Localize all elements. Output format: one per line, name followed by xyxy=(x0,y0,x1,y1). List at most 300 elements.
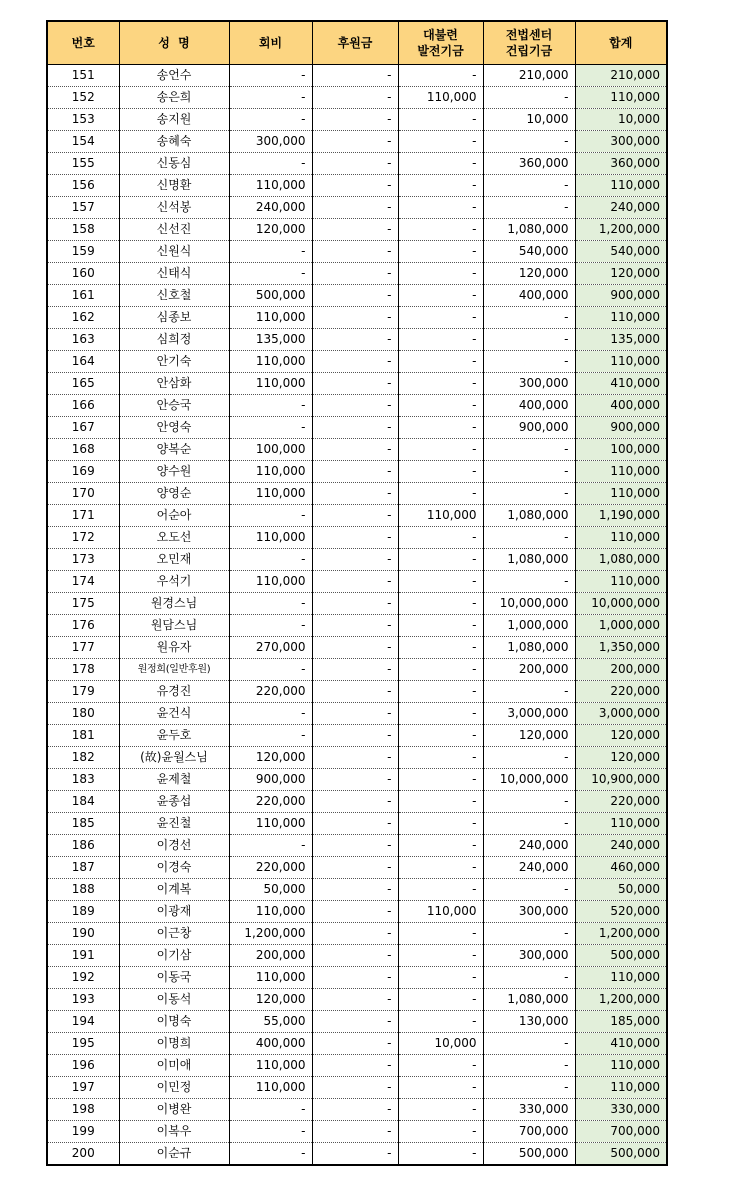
row-name: 신명환 xyxy=(119,175,229,197)
row-name: 송언수 xyxy=(119,65,229,87)
row-dues: - xyxy=(229,87,312,109)
row-fund2: - xyxy=(483,175,575,197)
row-fund1: - xyxy=(398,703,483,725)
row-total: 120,000 xyxy=(575,747,667,769)
row-fund2: - xyxy=(483,967,575,989)
row-fund2: - xyxy=(483,87,575,109)
row-fund2: - xyxy=(483,571,575,593)
row-fund1: - xyxy=(398,681,483,703)
row-dues: - xyxy=(229,659,312,681)
row-fund1: - xyxy=(398,373,483,395)
row-name: 송은희 xyxy=(119,87,229,109)
row-total: 240,000 xyxy=(575,835,667,857)
row-fund2: 300,000 xyxy=(483,901,575,923)
row-number: 176 xyxy=(47,615,119,637)
row-dues: 110,000 xyxy=(229,967,312,989)
row-total: 900,000 xyxy=(575,285,667,307)
table-row xyxy=(47,791,667,813)
row-number: 153 xyxy=(47,109,119,131)
row-name: 유경진 xyxy=(119,681,229,703)
row-fund1: - xyxy=(398,989,483,1011)
row-support: - xyxy=(312,285,398,307)
row-name: 이명숙 xyxy=(119,1011,229,1033)
table-row xyxy=(47,461,667,483)
row-number: 167 xyxy=(47,417,119,439)
row-support: - xyxy=(312,1099,398,1121)
row-fund2: 300,000 xyxy=(483,373,575,395)
row-total: 220,000 xyxy=(575,791,667,813)
row-dues: 110,000 xyxy=(229,483,312,505)
row-fund2: 3,000,000 xyxy=(483,703,575,725)
row-total: 1,080,000 xyxy=(575,549,667,571)
row-fund1: - xyxy=(398,241,483,263)
row-fund2: 1,080,000 xyxy=(483,989,575,1011)
row-name: 이미애 xyxy=(119,1055,229,1077)
table-row xyxy=(47,87,667,109)
row-number: 164 xyxy=(47,351,119,373)
row-dues: 270,000 xyxy=(229,637,312,659)
row-fund2: - xyxy=(483,791,575,813)
row-name: 윤진철 xyxy=(119,813,229,835)
row-name: 심희정 xyxy=(119,329,229,351)
row-total: 3,000,000 xyxy=(575,703,667,725)
table-row xyxy=(47,65,667,87)
row-total: 10,000,000 xyxy=(575,593,667,615)
row-support: - xyxy=(312,219,398,241)
row-dues: 55,000 xyxy=(229,1011,312,1033)
row-name: 신석봉 xyxy=(119,197,229,219)
row-support: - xyxy=(312,967,398,989)
row-support: - xyxy=(312,87,398,109)
row-fund1: - xyxy=(398,351,483,373)
row-dues: - xyxy=(229,263,312,285)
row-dues: - xyxy=(229,1099,312,1121)
row-fund2: - xyxy=(483,131,575,153)
row-name: 이민정 xyxy=(119,1077,229,1099)
row-fund2: 1,000,000 xyxy=(483,615,575,637)
row-fund1: - xyxy=(398,527,483,549)
row-fund2: 540,000 xyxy=(483,241,575,263)
row-support: - xyxy=(312,747,398,769)
row-total: 10,000 xyxy=(575,109,667,131)
table-row xyxy=(47,329,667,351)
table-row xyxy=(47,989,667,1011)
row-support: - xyxy=(312,131,398,153)
row-number: 165 xyxy=(47,373,119,395)
row-fund1: - xyxy=(398,835,483,857)
row-total: 110,000 xyxy=(575,813,667,835)
row-total: 540,000 xyxy=(575,241,667,263)
row-name: 이계복 xyxy=(119,879,229,901)
row-support: - xyxy=(312,1055,398,1077)
row-total: 120,000 xyxy=(575,725,667,747)
row-number: 166 xyxy=(47,395,119,417)
table-row xyxy=(47,285,667,307)
row-fund2: - xyxy=(483,681,575,703)
row-support: - xyxy=(312,923,398,945)
table-row xyxy=(47,1055,667,1077)
row-total: 500,000 xyxy=(575,1143,667,1166)
row-name: 양복순 xyxy=(119,439,229,461)
row-name: 양영순 xyxy=(119,483,229,505)
row-fund1: - xyxy=(398,1011,483,1033)
row-number: 187 xyxy=(47,857,119,879)
row-support: - xyxy=(312,637,398,659)
row-total: 410,000 xyxy=(575,373,667,395)
row-support: - xyxy=(312,1077,398,1099)
table-row xyxy=(47,1011,667,1033)
table-row xyxy=(47,769,667,791)
row-total: 460,000 xyxy=(575,857,667,879)
row-number: 160 xyxy=(47,263,119,285)
row-support: - xyxy=(312,835,398,857)
row-number: 188 xyxy=(47,879,119,901)
header-fund2-line1: 전법센터 xyxy=(505,28,553,42)
row-total: 10,900,000 xyxy=(575,769,667,791)
row-support: - xyxy=(312,989,398,1011)
row-fund2: 300,000 xyxy=(483,945,575,967)
row-total: 110,000 xyxy=(575,461,667,483)
row-number: 151 xyxy=(47,65,119,87)
row-fund1: 10,000 xyxy=(398,1033,483,1055)
row-number: 174 xyxy=(47,571,119,593)
row-dues: 110,000 xyxy=(229,1055,312,1077)
row-support: - xyxy=(312,1121,398,1143)
row-fund2: 10,000 xyxy=(483,109,575,131)
row-fund1: - xyxy=(398,857,483,879)
header-fund2-line2: 건립기금 xyxy=(505,44,553,58)
row-total: 185,000 xyxy=(575,1011,667,1033)
row-support: - xyxy=(312,505,398,527)
row-total: 50,000 xyxy=(575,879,667,901)
table-row xyxy=(47,241,667,263)
table-row xyxy=(47,1121,667,1143)
row-support: - xyxy=(312,483,398,505)
row-fund1: - xyxy=(398,439,483,461)
row-number: 185 xyxy=(47,813,119,835)
row-number: 183 xyxy=(47,769,119,791)
row-number: 157 xyxy=(47,197,119,219)
row-fund1: - xyxy=(398,1077,483,1099)
row-support: - xyxy=(312,791,398,813)
row-fund2: 400,000 xyxy=(483,395,575,417)
row-fund2: 1,080,000 xyxy=(483,637,575,659)
header-row xyxy=(47,21,667,65)
row-fund1: - xyxy=(398,131,483,153)
row-fund1: - xyxy=(398,483,483,505)
row-dues: - xyxy=(229,835,312,857)
table-row xyxy=(47,1143,667,1166)
row-fund2: - xyxy=(483,351,575,373)
row-fund2: - xyxy=(483,483,575,505)
row-fund2: 1,080,000 xyxy=(483,505,575,527)
row-fund2: 210,000 xyxy=(483,65,575,87)
row-number: 178 xyxy=(47,659,119,681)
table-row xyxy=(47,967,667,989)
row-fund1: - xyxy=(398,1055,483,1077)
row-total: 110,000 xyxy=(575,175,667,197)
table-row xyxy=(47,131,667,153)
row-dues: 50,000 xyxy=(229,879,312,901)
row-dues: 110,000 xyxy=(229,461,312,483)
table-row xyxy=(47,945,667,967)
row-fund2: - xyxy=(483,197,575,219)
row-dues: - xyxy=(229,65,312,87)
row-support: - xyxy=(312,857,398,879)
table-row xyxy=(47,505,667,527)
row-total: 110,000 xyxy=(575,307,667,329)
row-total: 110,000 xyxy=(575,1055,667,1077)
row-fund1: - xyxy=(398,175,483,197)
row-name: 신호철 xyxy=(119,285,229,307)
row-dues: - xyxy=(229,417,312,439)
row-total: 1,000,000 xyxy=(575,615,667,637)
row-name: 이복우 xyxy=(119,1121,229,1143)
row-fund2: - xyxy=(483,1033,575,1055)
row-support: - xyxy=(312,659,398,681)
table-row xyxy=(47,615,667,637)
row-support: - xyxy=(312,175,398,197)
table-row xyxy=(47,835,667,857)
table-row xyxy=(47,439,667,461)
row-fund1: - xyxy=(398,549,483,571)
row-name: 신동심 xyxy=(119,153,229,175)
row-number: 168 xyxy=(47,439,119,461)
row-dues: 400,000 xyxy=(229,1033,312,1055)
row-total: 110,000 xyxy=(575,483,667,505)
row-name: 송지원 xyxy=(119,109,229,131)
row-number: 158 xyxy=(47,219,119,241)
row-name: 이경선 xyxy=(119,835,229,857)
row-name: 이병완 xyxy=(119,1099,229,1121)
row-support: - xyxy=(312,769,398,791)
row-support: - xyxy=(312,813,398,835)
row-fund1: - xyxy=(398,615,483,637)
row-fund1: - xyxy=(398,791,483,813)
row-fund2: 240,000 xyxy=(483,835,575,857)
table-row xyxy=(47,1077,667,1099)
row-total: 360,000 xyxy=(575,153,667,175)
row-total: 210,000 xyxy=(575,65,667,87)
row-fund1: - xyxy=(398,1143,483,1166)
table-row xyxy=(47,1033,667,1055)
row-name: 이경숙 xyxy=(119,857,229,879)
row-fund2: - xyxy=(483,1077,575,1099)
row-fund2: 130,000 xyxy=(483,1011,575,1033)
row-support: - xyxy=(312,439,398,461)
row-total: 500,000 xyxy=(575,945,667,967)
row-fund1: - xyxy=(398,967,483,989)
row-number: 173 xyxy=(47,549,119,571)
table-row xyxy=(47,373,667,395)
row-name: 이광재 xyxy=(119,901,229,923)
row-number: 161 xyxy=(47,285,119,307)
row-name: 이순규 xyxy=(119,1143,229,1166)
row-name: 원담스님 xyxy=(119,615,229,637)
row-support: - xyxy=(312,945,398,967)
table-row xyxy=(47,659,667,681)
row-support: - xyxy=(312,549,398,571)
row-fund1: - xyxy=(398,813,483,835)
row-fund1: - xyxy=(398,1099,483,1121)
row-fund2: 500,000 xyxy=(483,1143,575,1166)
table-row xyxy=(47,857,667,879)
row-dues: - xyxy=(229,615,312,637)
row-name: 윤제철 xyxy=(119,769,229,791)
row-number: 189 xyxy=(47,901,119,923)
row-dues: - xyxy=(229,703,312,725)
row-dues: 120,000 xyxy=(229,219,312,241)
row-fund2: 200,000 xyxy=(483,659,575,681)
row-fund2: 360,000 xyxy=(483,153,575,175)
header-name-label: 성 명 xyxy=(158,36,190,50)
row-name: 원정희(일반후원) xyxy=(119,659,229,681)
row-fund1: - xyxy=(398,879,483,901)
row-name: 송혜숙 xyxy=(119,131,229,153)
row-dues: 240,000 xyxy=(229,197,312,219)
table-row xyxy=(47,549,667,571)
row-name: 신태식 xyxy=(119,263,229,285)
table-row xyxy=(47,527,667,549)
table-row xyxy=(47,395,667,417)
row-dues: 100,000 xyxy=(229,439,312,461)
table-row xyxy=(47,197,667,219)
row-dues: 135,000 xyxy=(229,329,312,351)
row-number: 184 xyxy=(47,791,119,813)
row-number: 197 xyxy=(47,1077,119,1099)
row-support: - xyxy=(312,725,398,747)
row-dues: 110,000 xyxy=(229,813,312,835)
row-name: 안영숙 xyxy=(119,417,229,439)
row-name: 오민재 xyxy=(119,549,229,571)
row-support: - xyxy=(312,571,398,593)
row-dues: - xyxy=(229,1143,312,1166)
table-row xyxy=(47,109,667,131)
table-row xyxy=(47,593,667,615)
row-name: 안기숙 xyxy=(119,351,229,373)
row-support: - xyxy=(312,703,398,725)
row-fund2: 120,000 xyxy=(483,263,575,285)
row-support: - xyxy=(312,681,398,703)
row-fund2: 1,080,000 xyxy=(483,219,575,241)
row-fund2: 10,000,000 xyxy=(483,769,575,791)
row-name: 신원식 xyxy=(119,241,229,263)
row-number: 175 xyxy=(47,593,119,615)
table-row xyxy=(47,813,667,835)
row-number: 191 xyxy=(47,945,119,967)
row-number: 163 xyxy=(47,329,119,351)
row-total: 520,000 xyxy=(575,901,667,923)
row-support: - xyxy=(312,197,398,219)
row-dues: 220,000 xyxy=(229,681,312,703)
row-dues: - xyxy=(229,153,312,175)
row-fund2: 330,000 xyxy=(483,1099,575,1121)
row-name: 우석기 xyxy=(119,571,229,593)
row-name: 윤종섭 xyxy=(119,791,229,813)
row-fund1: - xyxy=(398,571,483,593)
table-row xyxy=(47,747,667,769)
table-row xyxy=(47,681,667,703)
row-fund1: - xyxy=(398,725,483,747)
row-fund1: 110,000 xyxy=(398,901,483,923)
row-total: 110,000 xyxy=(575,351,667,373)
row-fund2: 10,000,000 xyxy=(483,593,575,615)
row-fund1: - xyxy=(398,109,483,131)
row-number: 162 xyxy=(47,307,119,329)
row-dues: 120,000 xyxy=(229,989,312,1011)
row-support: - xyxy=(312,109,398,131)
table-row xyxy=(47,923,667,945)
row-fund1: - xyxy=(398,945,483,967)
row-name: 신선진 xyxy=(119,219,229,241)
row-name: 안삼화 xyxy=(119,373,229,395)
row-fund2: - xyxy=(483,461,575,483)
row-dues: - xyxy=(229,725,312,747)
row-support: - xyxy=(312,241,398,263)
row-fund1: - xyxy=(398,329,483,351)
row-name: 이명희 xyxy=(119,1033,229,1055)
header-total: 합계 xyxy=(575,21,667,65)
table-row xyxy=(47,901,667,923)
row-number: 181 xyxy=(47,725,119,747)
row-support: - xyxy=(312,527,398,549)
table-row xyxy=(47,879,667,901)
row-total: 300,000 xyxy=(575,131,667,153)
row-support: - xyxy=(312,461,398,483)
row-number: 198 xyxy=(47,1099,119,1121)
row-total: 1,200,000 xyxy=(575,923,667,945)
row-fund1: - xyxy=(398,417,483,439)
row-fund2: 700,000 xyxy=(483,1121,575,1143)
row-number: 170 xyxy=(47,483,119,505)
row-support: - xyxy=(312,901,398,923)
row-fund1: - xyxy=(398,307,483,329)
row-fund1: - xyxy=(398,285,483,307)
row-dues: 110,000 xyxy=(229,1077,312,1099)
row-total: 110,000 xyxy=(575,571,667,593)
row-dues: 120,000 xyxy=(229,747,312,769)
row-dues: 110,000 xyxy=(229,373,312,395)
row-total: 900,000 xyxy=(575,417,667,439)
row-fund1: - xyxy=(398,395,483,417)
row-fund1: - xyxy=(398,747,483,769)
row-dues: 220,000 xyxy=(229,791,312,813)
row-dues: 1,200,000 xyxy=(229,923,312,945)
row-support: - xyxy=(312,263,398,285)
row-total: 120,000 xyxy=(575,263,667,285)
row-dues: 110,000 xyxy=(229,527,312,549)
row-total: 240,000 xyxy=(575,197,667,219)
row-number: 194 xyxy=(47,1011,119,1033)
row-dues: 110,000 xyxy=(229,351,312,373)
row-dues: - xyxy=(229,241,312,263)
row-dues: 900,000 xyxy=(229,769,312,791)
header-support: 후원금 xyxy=(312,21,398,65)
row-name: 오도선 xyxy=(119,527,229,549)
row-total: 330,000 xyxy=(575,1099,667,1121)
row-fund2: - xyxy=(483,813,575,835)
row-support: - xyxy=(312,593,398,615)
row-total: 700,000 xyxy=(575,1121,667,1143)
row-name: 원경스님 xyxy=(119,593,229,615)
row-number: 154 xyxy=(47,131,119,153)
table-row xyxy=(47,153,667,175)
row-support: - xyxy=(312,417,398,439)
row-fund1: 110,000 xyxy=(398,87,483,109)
row-fund1: - xyxy=(398,153,483,175)
table-row xyxy=(47,571,667,593)
row-total: 100,000 xyxy=(575,439,667,461)
